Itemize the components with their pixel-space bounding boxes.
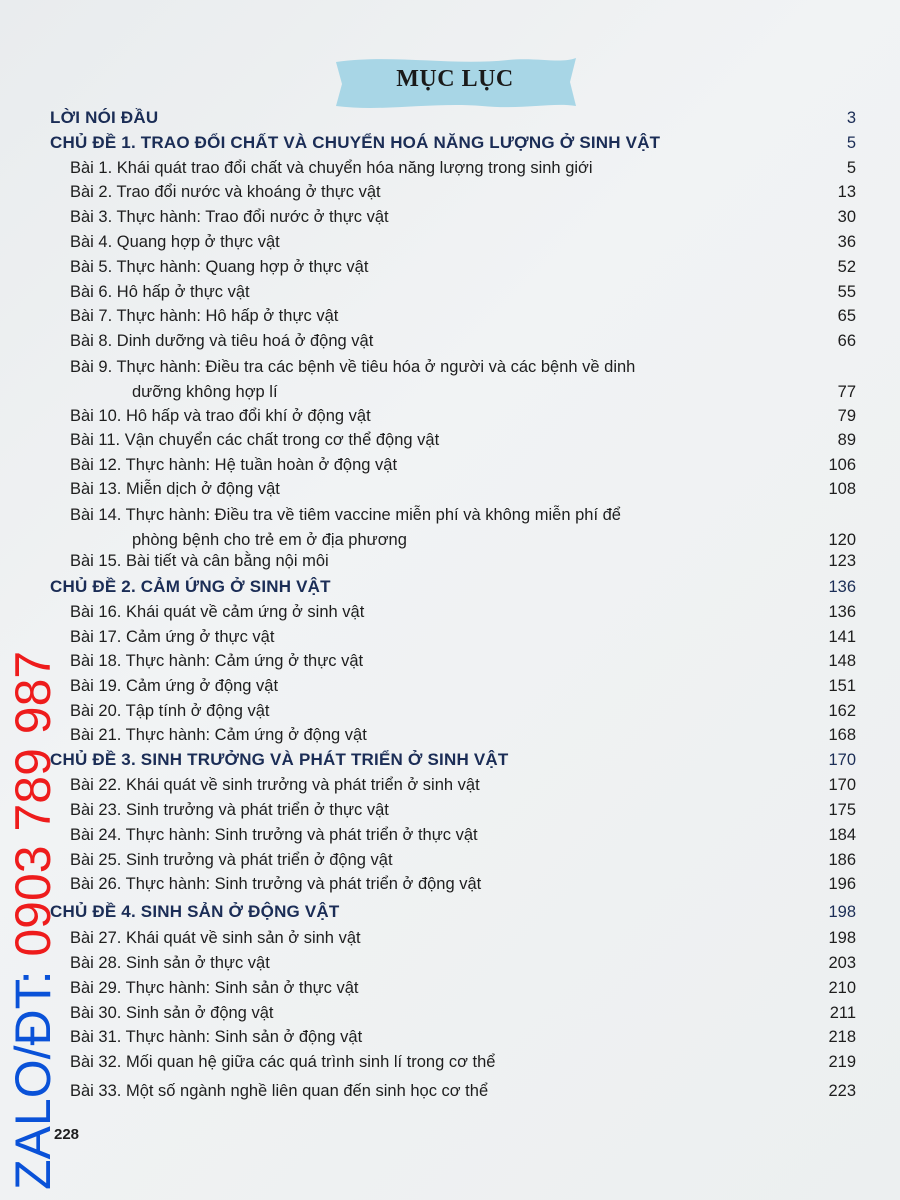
toc-heading [0, 900, 900, 924]
toc-entry [0, 625, 900, 649]
toc-entry [0, 355, 900, 379]
toc-entry-page: 30 [837, 208, 856, 226]
toc-heading [0, 131, 900, 155]
toc-entry-title: Bài 9. Thực hành: Điều tra các bệnh về tiêu hóa ở người và các bệnh về dinh [70, 358, 636, 376]
toc-entry-page: 5 [846, 134, 856, 152]
toc-entry-page: 198 [828, 929, 856, 947]
toc-entry-title: Bài 1. Khái quát trao đổi chất và chuyển hóa năng lượng trong sinh giới [70, 159, 593, 177]
toc-entry-page: 168 [828, 726, 856, 744]
toc-entry-page: 170 [828, 751, 856, 769]
toc-entry-title: Bài 14. Thực hành: Điều tra về tiêm vaccine miễn phí và không miễn phí để [70, 506, 621, 524]
toc-entry-page: 210 [828, 979, 856, 997]
toc-entry-page: 136 [828, 603, 856, 621]
toc-entry-title: Bài 27. Khái quát về sinh sản ở sinh vật [70, 929, 361, 947]
toc-entry-title: CHỦ ĐỀ 1. TRAO ĐỔI CHẤT VÀ CHUYỂN HOÁ NĂNG LƯỢNG Ở SINH VẬT [50, 133, 661, 152]
toc-entry-page: 151 [828, 677, 856, 695]
toc-entry [0, 976, 900, 1000]
toc-entry-page: 123 [828, 552, 856, 570]
page-number: 228 [54, 1126, 80, 1143]
toc-entry-title: Bài 12. Thực hành: Hệ tuần hoàn ở động vật [70, 456, 398, 474]
toc-heading [0, 575, 900, 599]
toc-entry [0, 280, 900, 304]
toc-entry [0, 723, 900, 747]
toc-entry-title: Bài 8. Dinh dưỡng và tiêu hoá ở động vật [70, 332, 374, 350]
toc-entry-title: LỜI NÓI ĐẦU [50, 108, 159, 127]
toc-entry-page: 65 [837, 307, 856, 325]
toc-entry-page: 141 [828, 628, 856, 646]
toc-entry-page: 203 [828, 954, 856, 972]
watermark-phone: 0903 789 987 [5, 650, 61, 957]
toc-entry-page: 3 [846, 109, 856, 127]
toc-entry-title: Bài 11. Vận chuyển các chất trong cơ thể động vật [70, 431, 440, 449]
toc-entry-page: 66 [837, 332, 856, 350]
toc-entry-page: 77 [837, 383, 856, 401]
toc-entry-title: phòng bệnh cho trẻ em ở địa phương [132, 531, 407, 549]
toc-entry-page: 120 [828, 531, 856, 549]
toc-entry-title: dưỡng không hợp lí [132, 383, 278, 401]
toc-entry-page: 136 [828, 578, 856, 596]
toc-entry [0, 773, 900, 797]
toc-entry-title: Bài 33. Một số ngành nghề liên quan đến sinh học cơ thể [70, 1082, 489, 1100]
toc-entry-page: 36 [837, 233, 856, 251]
toc-title: MỤC LỤC [396, 66, 514, 92]
toc-entry [0, 926, 900, 950]
watermark-prefix: ZALO/ĐT: [5, 956, 61, 1190]
toc-entry-page: 175 [828, 801, 856, 819]
toc-entry-page: 198 [828, 903, 856, 921]
toc-entry-page: 13 [837, 183, 856, 201]
toc-entry-page: 5 [846, 159, 856, 177]
toc-entry-title: Bài 26. Thực hành: Sinh trưởng và phát triển ở động vật [70, 875, 482, 893]
toc-entry [0, 205, 900, 229]
toc-entry [0, 329, 900, 353]
toc-heading [0, 106, 900, 130]
toc-entry [0, 428, 900, 452]
toc-entry-title: Bài 32. Mối quan hệ giữa các quá trình sinh lí trong cơ thể [70, 1053, 496, 1071]
toc-entry-page: 223 [828, 1082, 856, 1100]
toc-entry-page: 162 [828, 702, 856, 720]
toc-entry [0, 1025, 900, 1049]
toc-entry-page: 219 [828, 1053, 856, 1071]
toc-entry-title: CHỦ ĐỀ 2. CẢM ỨNG Ở SINH VẬT [50, 577, 331, 596]
toc-entry-title: CHỦ ĐỀ 4. SINH SẢN Ở ĐỘNG VẬT [50, 902, 340, 921]
toc-entry [0, 600, 900, 624]
toc-entry-continuation [0, 380, 900, 404]
toc-entry-title: Bài 4. Quang hợp ở thực vật [70, 233, 280, 251]
toc-entry-page: 196 [828, 875, 856, 893]
toc-entry-page: 52 [837, 258, 856, 276]
toc-entry-title: Bài 30. Sinh sản ở động vật [70, 1004, 274, 1022]
toc-entry [0, 1050, 900, 1074]
toc-entry-page: 186 [828, 851, 856, 869]
toc-entry-page: 170 [828, 776, 856, 794]
toc-entry-page: 89 [837, 431, 856, 449]
toc-entry-title: Bài 28. Sinh sản ở thực vật [70, 954, 270, 972]
toc-entry-page: 55 [837, 283, 856, 301]
toc-entry-title: Bài 5. Thực hành: Quang hợp ở thực vật [70, 258, 369, 276]
toc-entry-title: Bài 25. Sinh trưởng và phát triển ở động vật [70, 851, 393, 869]
toc-entry-title: Bài 18. Thực hành: Cảm ứng ở thực vật [70, 652, 364, 670]
toc-entry [0, 180, 900, 204]
toc-entry-page: 218 [828, 1028, 856, 1046]
toc-entry [0, 503, 900, 527]
toc-entry [0, 304, 900, 328]
toc-entry-title: Bài 17. Cảm ứng ở thực vật [70, 628, 275, 646]
toc-entry [0, 453, 900, 477]
toc-entry [0, 823, 900, 847]
toc-entry [0, 872, 900, 896]
toc-entry-title: Bài 16. Khái quát về cảm ứng ở sinh vật [70, 603, 365, 621]
toc-entry-title: Bài 29. Thực hành: Sinh sản ở thực vật [70, 979, 359, 997]
toc-entry [0, 951, 900, 975]
toc-entry [0, 477, 900, 501]
toc-entry-title: Bài 31. Thực hành: Sinh sản ở động vật [70, 1028, 363, 1046]
toc-entry [0, 798, 900, 822]
toc-entry [0, 674, 900, 698]
toc-entry-title: Bài 23. Sinh trưởng và phát triển ở thực vật [70, 801, 389, 819]
toc-entry [0, 649, 900, 673]
toc-heading [0, 748, 900, 772]
toc-entry-page: 106 [828, 456, 856, 474]
toc-entry [0, 255, 900, 279]
toc-entry-title: Bài 10. Hô hấp và trao đổi khí ở động vật [70, 407, 371, 425]
toc-entry [0, 848, 900, 872]
toc-entry [0, 404, 900, 428]
toc-entry-title: Bài 19. Cảm ứng ở động vật [70, 677, 279, 695]
toc-entry-title: Bài 3. Thực hành: Trao đổi nước ở thực vật [70, 208, 389, 226]
toc-entry-title: Bài 21. Thực hành: Cảm ứng ở động vật [70, 726, 367, 744]
toc-entry-page: 184 [828, 826, 856, 844]
toc-entry-title: Bài 7. Thực hành: Hô hấp ở thực vật [70, 307, 339, 325]
toc-entry-title: Bài 6. Hô hấp ở thực vật [70, 283, 250, 301]
toc-entry [0, 549, 900, 573]
toc-entry-page: 211 [829, 1004, 856, 1022]
toc-entry-page: 79 [837, 407, 856, 425]
toc-entry [0, 1079, 900, 1103]
toc-entry-title: Bài 22. Khái quát về sinh trưởng và phát triển ở sinh vật [70, 776, 480, 794]
toc-entry [0, 699, 900, 723]
toc-entry-title: CHỦ ĐỀ 3. SINH TRƯỞNG VÀ PHÁT TRIỂN Ở SINH VẬT [50, 750, 509, 769]
toc-entry [0, 1001, 900, 1025]
phone-watermark [5, 650, 61, 1190]
toc-entry-page: 108 [828, 480, 856, 498]
toc-entry [0, 230, 900, 254]
toc-entry-title: Bài 2. Trao đổi nước và khoáng ở thực vật [70, 183, 381, 201]
toc-entry-title: Bài 15. Bài tiết và cân bằng nội môi [70, 552, 329, 570]
toc-entry-page: 148 [828, 652, 856, 670]
toc-entry-title: Bài 20. Tập tính ở động vật [70, 702, 270, 720]
toc-entry [0, 156, 900, 180]
toc-entry-title: Bài 24. Thực hành: Sinh trưởng và phát triển ở thực vật [70, 826, 478, 844]
toc-entry-title: Bài 13. Miễn dịch ở động vật [70, 480, 280, 498]
